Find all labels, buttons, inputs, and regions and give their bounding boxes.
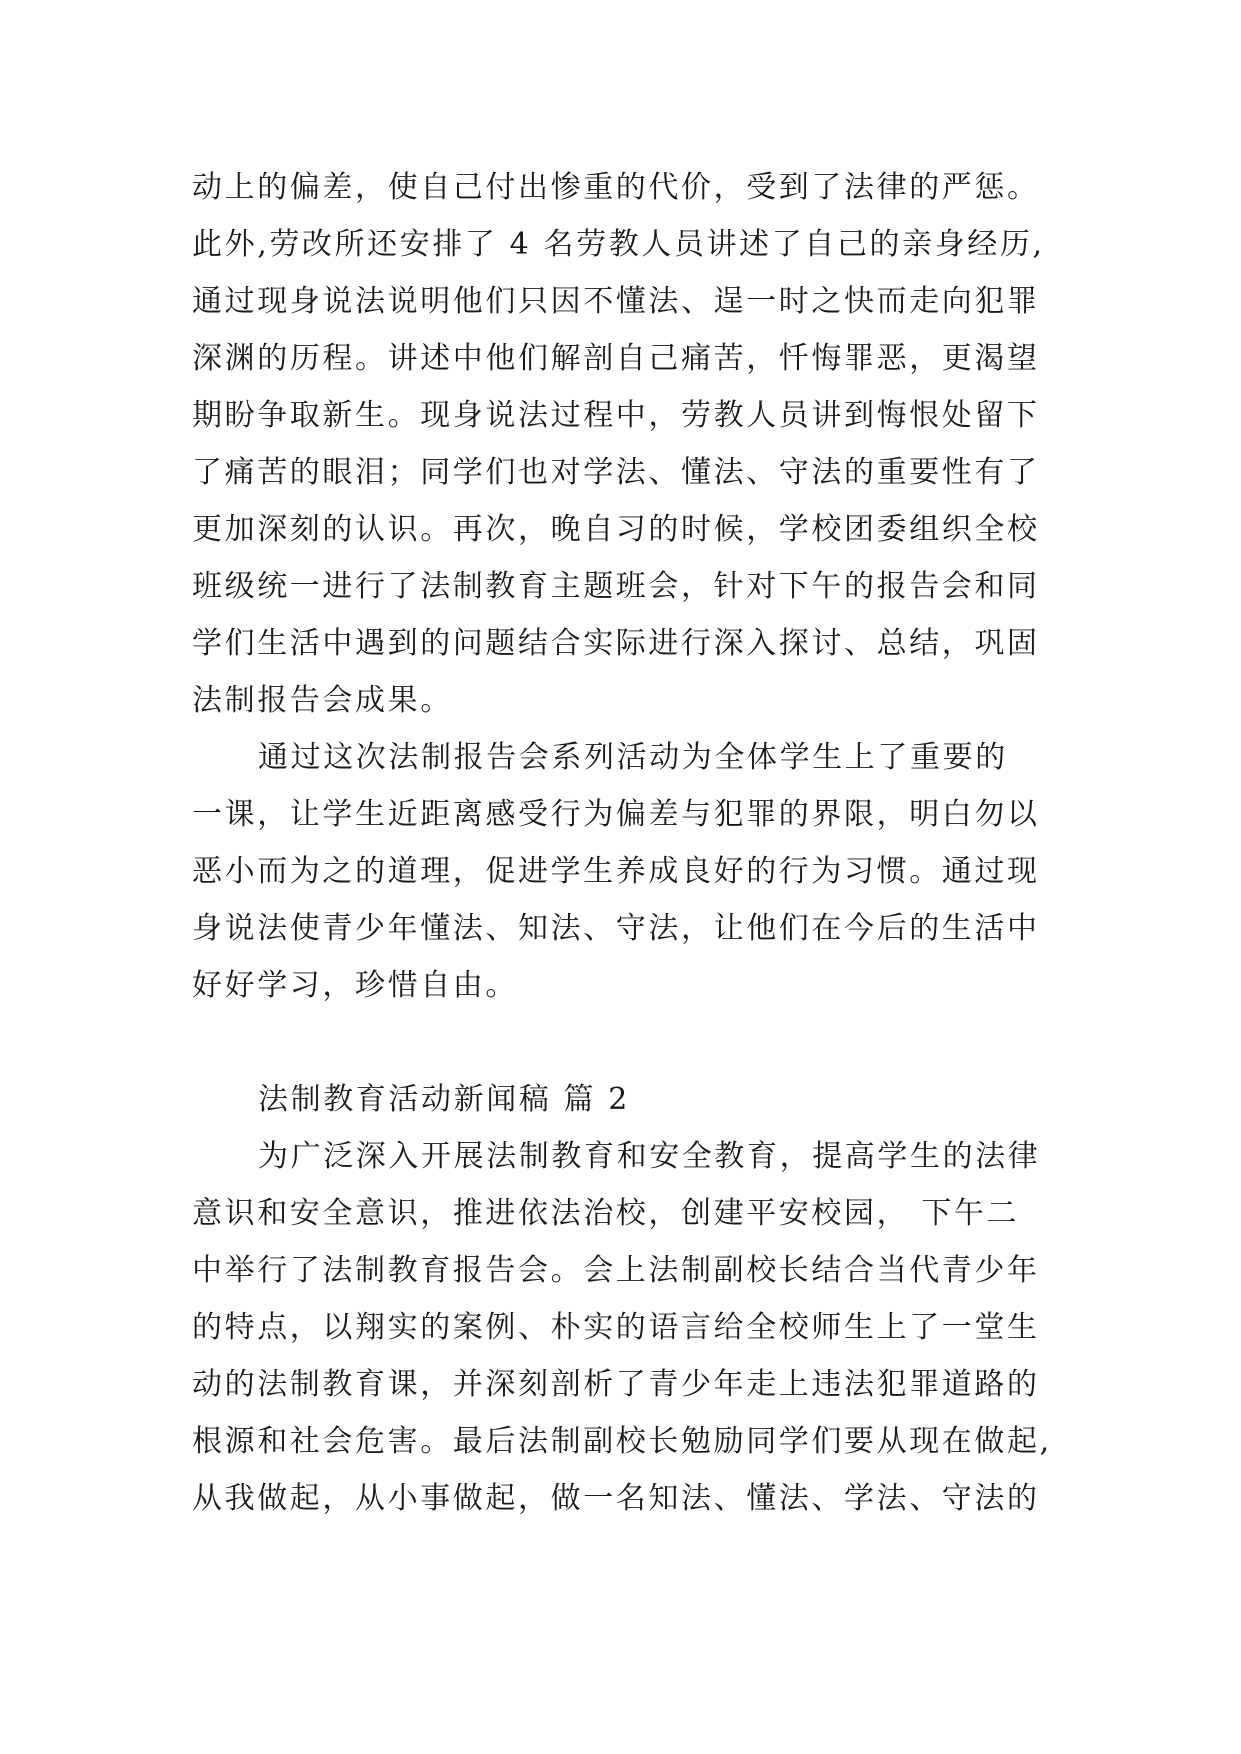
paragraph-first-line: 为广泛深入开展法制教育和安全教育，提高学生的法律 <box>258 1139 1041 1174</box>
paragraph-first-line: 通过这次法制报告会系列活动为全体学生上了重要的 <box>258 740 1008 775</box>
text-line: 通过现身说法说明他们只因不懂法、逞一时之快而走向犯罪 <box>192 284 1040 319</box>
text-line: 动上的偏差，使自己付出惨重的代价，受到了法律的严惩。 <box>192 170 1040 205</box>
text-line: 此外,劳改所还安排了 4 名劳教人员讲述了自己的亲身经历, <box>192 227 1045 262</box>
text-line: 深渊的历程。讲述中他们解剖自己痛苦，忏悔罪恶，更渴望 <box>192 341 1040 376</box>
text-line: 期盼争取新生。现身说法过程中，劳教人员讲到悔恨处留下 <box>192 398 1040 433</box>
text-line: 更加深刻的认识。再次，晚自习的时候，学校团委组织全校 <box>192 512 1040 547</box>
text-line: 了痛苦的眼泪；同学们也对学法、懂法、守法的重要性有了 <box>192 455 1040 490</box>
text-line: 中举行了法制教育报告会。会上法制副校长结合当代青少年 <box>192 1253 1040 1288</box>
text-line: 一课，让学生近距离感受行为偏差与犯罪的界限，明白勿以 <box>192 797 1040 832</box>
text-line: 从我做起，从小事做起，做一名知法、懂法、学法、守法的 <box>192 1481 1040 1516</box>
text-line: 法制报告会成果。 <box>192 683 453 718</box>
section-heading: 法制教育活动新闻稿 篇 2 <box>258 1082 630 1117</box>
text-line: 好好学习，珍惜自由。 <box>192 968 518 1003</box>
text-line: 恶小而为之的道理，促进学生养成良好的行为习惯。通过现 <box>192 854 1040 889</box>
text-line: 意识和安全意识，推进依法治校，创建平安校园， 下午二 <box>192 1196 1020 1231</box>
text-line: 根源和社会危害。最后法制副校长勉励同学们要从现在做起, <box>192 1424 1052 1459</box>
text-line: 学们生活中遇到的问题结合实际进行深入探讨、总结，巩固 <box>192 626 1040 661</box>
text-line: 动的法制教育课，并深刻剖析了青少年走上违法犯罪道路的 <box>192 1367 1040 1402</box>
text-line: 的特点，以翔实的案例、朴实的语言给全校师生上了一堂生 <box>192 1310 1040 1345</box>
text-line: 班级统一进行了法制教育主题班会，针对下午的报告会和同 <box>192 569 1040 604</box>
text-line: 身说法使青少年懂法、知法、守法，让他们在今后的生活中 <box>192 911 1040 946</box>
